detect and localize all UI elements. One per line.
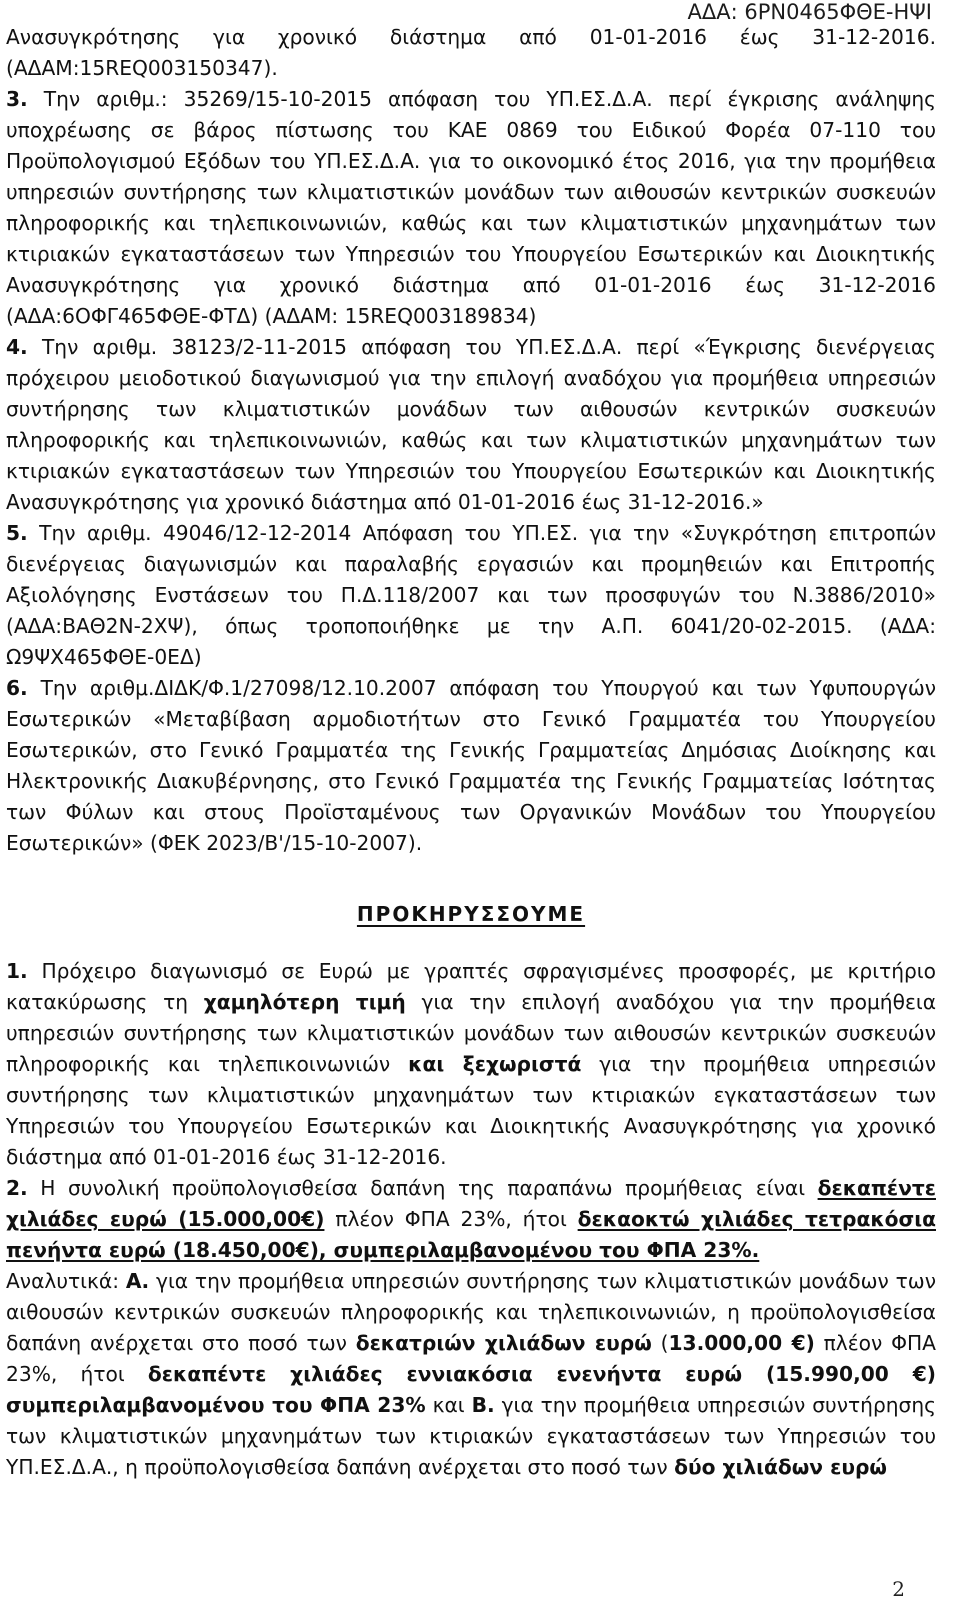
bold-run: και ξεχωριστά	[408, 1052, 582, 1076]
text-run: πλέον ΦΠΑ 23%, ήτοι	[324, 1207, 578, 1231]
item-number: 5.	[6, 521, 28, 545]
item-number: 4.	[6, 335, 28, 359]
bold-run: δεκαπέντε χιλιάδες εννιακόσια ενενήντα ευρώ (15.990,00 €) συμπεριλαμβανομένου του ΦΠΑ 23%	[6, 1362, 936, 1417]
text-run: πλέον ΦΠΑ 23%, ήτοι	[6, 1331, 936, 1386]
announcement-paragraph-3	[6, 1266, 936, 1483]
item-text: Την αριθμ.ΔΙΔΚ/Φ.1/27098/12.10.2007 απόφαση του Υπουργού και των Υφυπουργών Εσωτερικών «Μεταβίβαση αρμοδιοτήτων στο Γενικό Γραμματέα του Υπουργείου Εσωτερικών, στο Γενικό Γραμματέα της Γενικής Γραμματείας Δημόσιας Διοίκησης και Ηλεκτρονικής Διακυβέρνησης, στο Γενικό Γραμματέα της Γενικής Γραμματείας Ισότητας των Φύλων και στους Προϊσταμένους των Οργανικών Μονάδων του Υπουργείου Εσωτερικών» (ΦΕΚ 2023/Β'/15-10-2007).	[6, 676, 936, 855]
text-run: Η συνολική προϋπολογισθείσα δαπάνη της παραπάνω προμήθειας είναι	[27, 1176, 818, 1200]
consideration-item-2-tail: Ανασυγκρότησης για χρονικό διάστημα από 01-01-2016 έως 31-12-2016. (ΑΔΑΜ:15REQ003150347).	[6, 25, 936, 80]
ada-header-code: ΑΔΑ: 6ΡΝ0465ΦΘΕ-ΗΨΙ	[687, 0, 932, 24]
text-run: (	[651, 1331, 669, 1355]
item-text: Την αριθμ.: 35269/15-10-2015 απόφαση του ΥΠ.ΕΣ.Δ.Α. περί έγκρισης ανάληψης υποχρέωσης σε βάρος πίστωσης του ΚΑΕ 0869 του Ειδικού Φορέα 07-110 του Προϋπολογισμού Εξόδων του ΥΠ.ΕΣ.Δ.Α. για το οικονομικό έτος 2016, για την προμήθεια υπηρεσιών συντήρησης των κλιματιστικών μονάδων των αιθουσών κεντρικών συσκευών πληροφορικής και τηλεπικοινωνιών, καθώς και των κλιματιστικών μηχανημάτων των κτιριακών εγκαταστάσεων των Υπηρεσιών του Υπουργείου Εσωτερικών και Διοικητικής Ανασυγκρότησης για χρονικό διάστημα από 01-01-2016 έως 31-12-2016 (ΑΔΑ:6ΟΦΓ465ΦΘΕ-ΦΤΔ) (ΑΔΑΜ: 15REQ003189834)	[6, 87, 936, 328]
item-number: 6.	[6, 676, 28, 700]
underlined-amount: δεκαοκτώ χιλιάδες τετρακόσια πενήντα ευρώ (18.450,00€), συμπεριλαμβανομένου του ΦΠΑ 23%.	[6, 1207, 936, 1262]
consideration-item-4	[6, 332, 936, 518]
bold-run: δεκατριών χιλιάδων ευρώ	[355, 1331, 652, 1355]
bold-run: Β.	[471, 1393, 495, 1417]
announcement-paragraph-2	[6, 1173, 936, 1266]
text-run: για την προμήθεια υπηρεσιών συντήρησης των κλιματιστικών μηχανημάτων των κτιριακών εγκαταστάσεων των Υπηρεσιών του Υπουργείου Εσωτερικών και Διοικητικής Ανασυγκρότησης για χρονικό διάστημα από 01-01-2016 έως 31-12-2016.	[6, 1052, 936, 1169]
bold-run: δύο χιλιάδων ευρώ	[674, 1455, 887, 1479]
consideration-item-3	[6, 84, 936, 332]
item-number: 1.	[6, 959, 28, 983]
consideration-item-5	[6, 518, 936, 673]
text-run: και	[425, 1393, 472, 1417]
text-run: Πρόχειρο διαγωνισμό σε Ευρώ με γραπτές σφραγισμένες προσφορές, με κριτήριο κατακύρωσης τη	[6, 959, 936, 1014]
item-number: 2.	[6, 1176, 28, 1200]
item-text: Την αριθμ. 38123/2-11-2015 απόφαση του ΥΠ.ΕΣ.Δ.Α. περί «Έγκρισης διενέργειας πρόχειρου μειοδοτικού διαγωνισμού για την επιλογή αναδόχου για προμήθεια υπηρεσιών συντήρησης των κλιματιστικών μονάδων των αιθουσών κεντρικών συσκευών πληροφορικής και τηλεπικοινωνιών, καθώς και των κλιματιστικών μηχανημάτων των κτιριακών εγκαταστάσεων των Υπηρεσιών του Υπουργείου Εσωτερικών και Διοικητικής Ανασυγκρότησης για χρονικό διάστημα από 01-01-2016 έως 31-12-2016.»	[6, 335, 936, 514]
text-run: για την επιλογή αναδόχου για την προμήθεια υπηρεσιών συντήρησης των κλιματιστικών μονάδων των αιθουσών κεντρικών συσκευών πληροφορικής και τηλεπικοινωνιών	[6, 990, 936, 1076]
section-title: ΠΡΟΚΗΡΥΣΣΟΥΜΕ	[356, 902, 586, 926]
bold-run: Α.	[125, 1269, 150, 1293]
underlined-amount: δεκαπέντε χιλιάδες ευρώ (15.000,00€)	[6, 1176, 936, 1231]
consideration-item-6	[6, 673, 936, 859]
bold-run: 13.000,00 €)	[668, 1331, 815, 1355]
item-text: Την αριθμ. 49046/12-12-2014 Απόφαση του ΥΠ.ΕΣ. για την «Συγκρότηση επιτροπών διενέργειας διαγωνισμών και παραλαβής εργασιών και προμηθειών και Επιτροπής Αξιολόγησης Ενστάσεων του Π.Δ.118/2007 και των προσφυγών του Ν.3886/2010» (ΑΔΑ:ΒΑΘ2Ν-2ΧΨ), όπως τροποποιήθηκε με την Α.Π. 6041/20-02-2015. (ΑΔΑ: Ω9ΨΧ465ΦΘΕ-0ΕΔ)	[6, 521, 936, 669]
item-number: 3.	[6, 87, 28, 111]
document-body	[6, 22, 936, 1483]
announcement-paragraph-1	[6, 956, 936, 1173]
bold-run: χαμηλότερη τιμή	[203, 990, 406, 1014]
text-run: για την προμήθεια υπηρεσιών συντήρησης των κλιματιστικών μηχανημάτων των κτιριακών εγκαταστάσεων των Υπηρεσιών του ΥΠ.ΕΣ.Δ.Α., η προϋπολογισθείσα δαπάνη ανέρχεται στο ποσό των	[6, 1393, 936, 1479]
text-run: Αναλυτικά:	[6, 1269, 126, 1293]
page-number: 2	[892, 1577, 905, 1601]
text-run: για την προμήθεια υπηρεσιών συντήρησης των κλιματιστικών μονάδων των αιθουσών κεντρικών συσκευών πληροφορικής και τηλεπικοινωνιών, η προϋπολογισθείσα δαπάνη ανέρχεται στο ποσό των	[6, 1269, 936, 1355]
